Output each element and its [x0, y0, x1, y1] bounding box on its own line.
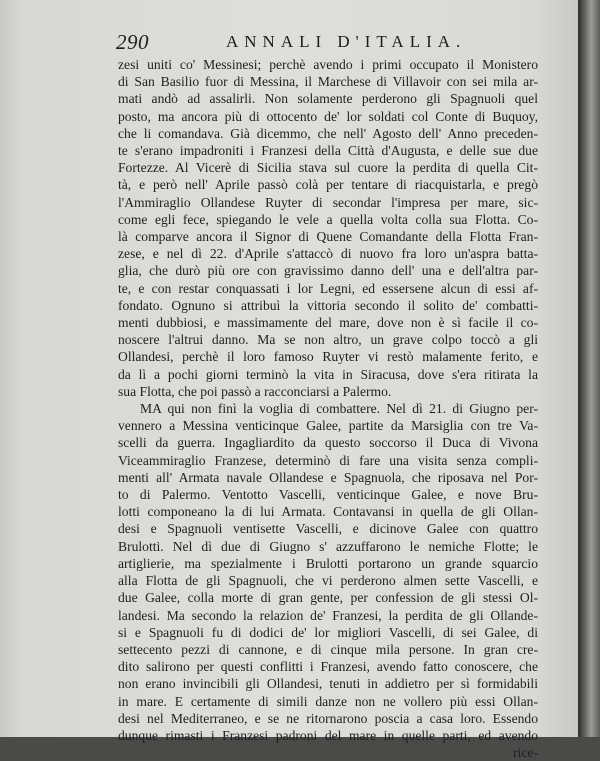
text-line: vennero a Messina venticinque Galee, partite da Marsiglia con tre Va-	[118, 418, 538, 434]
text-line: MA qui non finì la voglia di combattere. Nel dì 21. di Giugno per-	[140, 401, 538, 417]
text-line: artiglierie, ma spezialmente i Brulotti portarono un grande squarcio	[118, 555, 538, 571]
text-line: zese, e nel dì 22. d'Aprile s'attaccò di nuovo fra loro un'aspra batta-	[118, 246, 538, 262]
text-line: scelli da guerra. Ingagliardito da questo soccorso il Duca di Vivona	[118, 435, 538, 451]
text-line: zesi uniti co' Messinesi; perchè avendo i primi occupato il Monistero	[118, 57, 538, 72]
text-line: desi nel Mediterraneo, e se ne ritornarono poscia a casa loro. Essendo	[118, 710, 538, 726]
catchword: rice-	[513, 745, 538, 761]
text-line: là comparve ancora il Signor di Quene Comandante della Flotta Fran-	[118, 229, 538, 245]
text-line: posto, ma ancora più di ottocento de' lor soldati col Conte di Buquoy,	[118, 108, 538, 124]
text-line: settecento pezzi di cannone, e di cinque mila persone. In gran cre-	[118, 641, 538, 657]
text-line: menti all' Armata navale Ollandese e Spagnuola, che riposava nel Por-	[118, 469, 538, 485]
text-line: Brulotti. Nel dì due di Giugno s' azzuffarono le nemiche Flotte; le	[118, 538, 538, 554]
text-line: due Galee, colla morte di gran gente, per confession de gli stessi Ol-	[118, 590, 538, 606]
text-line: te, e con restar conquassati i lor Legni, ed essersene alcun di essi af-	[118, 280, 538, 296]
page-edge	[578, 0, 600, 737]
text-line: di San Basilio fuor di Messina, il Marchese di Villavoir con sei mila ar-	[118, 74, 538, 90]
text-line: non erano invincibili gli Ollandesi, tenuti in addietro per sì formidabili	[118, 676, 538, 692]
text-line: lotti componeano la di lui Armata. Contavansi in quella de gli Ollan-	[118, 504, 538, 520]
page-header	[116, 30, 526, 54]
text-line: noscere l'altrui danno. Ma se non altro, un grave colpo toccò a gli	[118, 332, 538, 348]
text-line: glia, che durò più ore con gravissimo danno dell' una e dell'altra par-	[118, 263, 538, 279]
text-line: alla Flotta de gli Spagnuoli, che vi perderono almen sette Vascelli, e	[118, 573, 538, 589]
text-line: menti dubbiosi, e massimamente del mare, dove non è sì facile il co-	[118, 315, 538, 331]
text-line: dunque rimasti i Franzesi padroni del mare in quelle parti, ed avendo	[118, 727, 538, 743]
text-line: Viceammiraglio Franzese, determinò di fare una visita senza compli-	[118, 452, 538, 468]
text-line: dito salirono per questi conflitti i Franzesi, avendo fatto conoscere, che	[118, 659, 538, 675]
text-line: desi e Spagnuoli ventisette Vascelli, e dicinove Galee con quattro	[118, 521, 538, 537]
text-line: che li comandava. Già dicemmo, che nell' Agosto dell' Anno preceden-	[118, 125, 538, 141]
text-line: l'Ammiraglio Ollandese Ruyter di secondar l'impresa per mare, sic-	[118, 194, 538, 210]
body-text	[118, 56, 538, 761]
paragraphs	[118, 56, 538, 744]
text-line: Fortezze. Al Vicerè di Sicilia stava sul cuore la perdita di quella Cit-	[118, 160, 538, 176]
text-line: da lì a pochi giorni terminò la vita in Siracusa, dove s'era ritirata la	[118, 366, 538, 382]
page-number: 290	[116, 30, 149, 54]
text-line: fondato. Ognuno si attribuì la vittoria secondo il solito de' combatti-	[118, 297, 538, 313]
text-line: to di Palermo. Ventotto Vascelli, venticinque Galee, e nove Bru-	[118, 487, 538, 503]
text-line: come egli fece, spiegando le vele a quella volta colla sua Flotta. Co-	[118, 211, 538, 227]
running-head: ANNALI D'ITALIA.	[226, 32, 467, 51]
text-line: mati andò ad assalirli. Non solamente perderono gli Spagnuoli quel	[118, 91, 538, 107]
text-line: tà, e però nell' Aprile passò colà per tentare di riacquistarla, e pregò	[118, 177, 538, 193]
text-line: in mare. E certamente di simili danze non ne vollero più essi Ollan-	[118, 693, 538, 709]
text-line: sua Flotta, che poi passò a racconciarsi a Palermo.	[118, 383, 392, 399]
text-line: landesi. Ma secondo la relazion de' Franzesi, la perdita de gli Ollande-	[118, 607, 538, 623]
text-line: si e Spagnuoli fu di dodici de' lor migliori Vascelli, di sei Galee, di	[118, 624, 538, 640]
text-line: te s'erano impadroniti i Franzesi della Città d'Augusta, e delle sue due	[118, 143, 538, 159]
text-line: Ollandesi, perchè il loro famoso Ruyter vi restò malamente ferito, e	[118, 349, 538, 365]
